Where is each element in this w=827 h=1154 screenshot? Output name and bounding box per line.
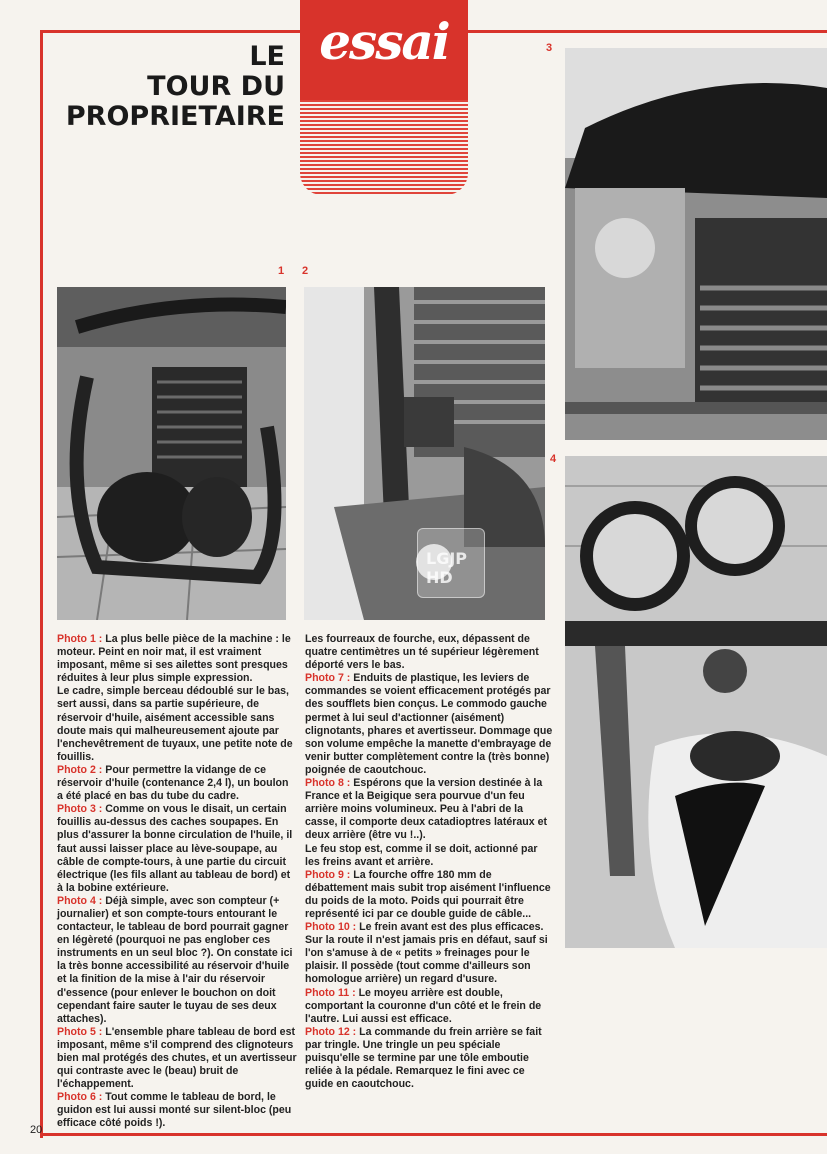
page-title: [66, 42, 285, 132]
frame-rule-left: [40, 30, 43, 1138]
photo-number-2: 2: [302, 265, 309, 277]
caption: Photo 12 : La commande du frein arrière se fait par tringle. Une tringle un peu spéciale puisqu'elle se termine par une tôle emboutie reliée à la pédale. Remarquez le fini avec ce guide en caoutchouc.: [305, 1025, 542, 1091]
caption: Photo 3 : Comme on vous le disait, un certain fouillis au-dessus des caches soupapes. En plus d'assurer la bonne circulation de l'huile, il faut aussi laisser place au lève-soupape, au câble de compte-tours, à une partie du circuit électrique (les fils allant au tableau de bord) et à la bobine extérieure.: [57, 803, 293, 894]
logo-text: essai: [319, 12, 449, 71]
photo-number-3: 3: [546, 42, 553, 54]
caption: Photo 5 : L'ensemble phare tableau de bord est imposant, même s'il comprend des clignoteurs bien mal protégés des chutes, et un avertisseur qui contraste avec le (beau) bruit de l'échappement.: [57, 1025, 297, 1091]
caption: Photo 1 : La plus belle pièce de la machine : le moteur. Peint en noir mat, il est vraiment imposant, même si ses ailettes sont presques réduites à leur plus simple expression.: [57, 633, 291, 685]
caption: Photo 7 : Enduits de plastique, les leviers de commandes se voient efficacement protégés par des soufflets bien conçus. Le commodo gauche permet à lui seul d'actionner (aisément) clignotants, phares et avertisseur. Dommage que son volume empêche la manette d'embrayage de venir butter complètement contre la (très bonne) poignée de caoutchouc.: [305, 672, 553, 776]
page-number: 20: [30, 1124, 43, 1136]
photo-3-valve-covers: [565, 48, 827, 440]
photo-number-1: 1: [278, 265, 285, 277]
caption: Les fourreaux de fourche, eux, dépassent de quatre centimètres un té supérieur légèrement déporté vers le bas.: [305, 633, 539, 672]
photo-number-4: 4: [550, 453, 557, 465]
caption: Photo 8 : Espérons que la version destinée à la France et la Beigique sera pourvue d'un feu arrière moins volumineux. Peu à l'abri de la casse, il comporte deux catadioptres latéraux et deux arrière (être vu !..).: [305, 777, 547, 842]
caption-column-right: [305, 633, 553, 1091]
caption: Photo 11 : Le moyeu arrière est double, comportant la couronne d'un côté et le frein de l'autre. Lui aussi est efficace.: [305, 986, 542, 1025]
photo-4-dashboard: [565, 456, 827, 948]
caption-column-left: [57, 633, 297, 1131]
title-line: PROPRIETAIRE: [65, 101, 285, 132]
essai-logo: [300, 0, 468, 195]
title-line: TOUR DU: [147, 71, 285, 102]
caption: Photo 4 : Déjà simple, avec son compteur (+ journalier) et son compte-tours entourant le contacteur, le tableau de bord pourrait gagner en légèreté (pourquoi ne pas englober ces instruments en un seul bloc ?). On constate ici la très bonne accessibilité au réservoir d'huile et la finition de la mise à l'air du réservoir d'essence (pour enlever le bouchon on doit cependant faire sauter le tuyau de ses deux attaches).: [57, 894, 293, 1025]
title-line: LE: [249, 41, 285, 72]
photo-1-engine: [57, 287, 286, 620]
watermark: LGJP HD: [417, 528, 485, 598]
caption: Photo 9 : La fourche offre 180 mm de débattement mais subit trop aisément l'influence du poids de la moto. Poids qui pourrait être représenté ici par ce double guide de câble...: [305, 868, 551, 920]
caption: Le feu stop est, comme il se doit, actionné par les freins avant et arrière.: [305, 842, 538, 868]
caption: Le cadre, simple berceau dédoublé sur le bas, sert aussi, dans sa partie supérieure, de réservoir d'huile, aisément accessible sans doute mais qui malheureusement ajoute par l'enchevêtrement de tuyaux, une petite note de fouillis.: [57, 685, 293, 763]
caption: Photo 10 : Le frein avant est des plus efficaces. Sur la route il n'est jamais pris en défaut, sauf si l'on s'amuse à de « petits » freinages pour le plaisir. Il possède (tout comme d'ailleurs son homologue arrière) un regard d'usure.: [305, 921, 548, 986]
frame-rule-bottom: [40, 1133, 827, 1136]
caption: Photo 6 : Tout comme le tableau de bord, le guidon est lui aussi monté sur silent-bloc (peu efficace côté poids !).: [57, 1091, 292, 1130]
caption: Photo 2 : Pour permettre la vidange de ce réservoir d'huile (contenance 2,4 l), un boulon a été placé en bas du tube du cadre.: [57, 763, 289, 803]
